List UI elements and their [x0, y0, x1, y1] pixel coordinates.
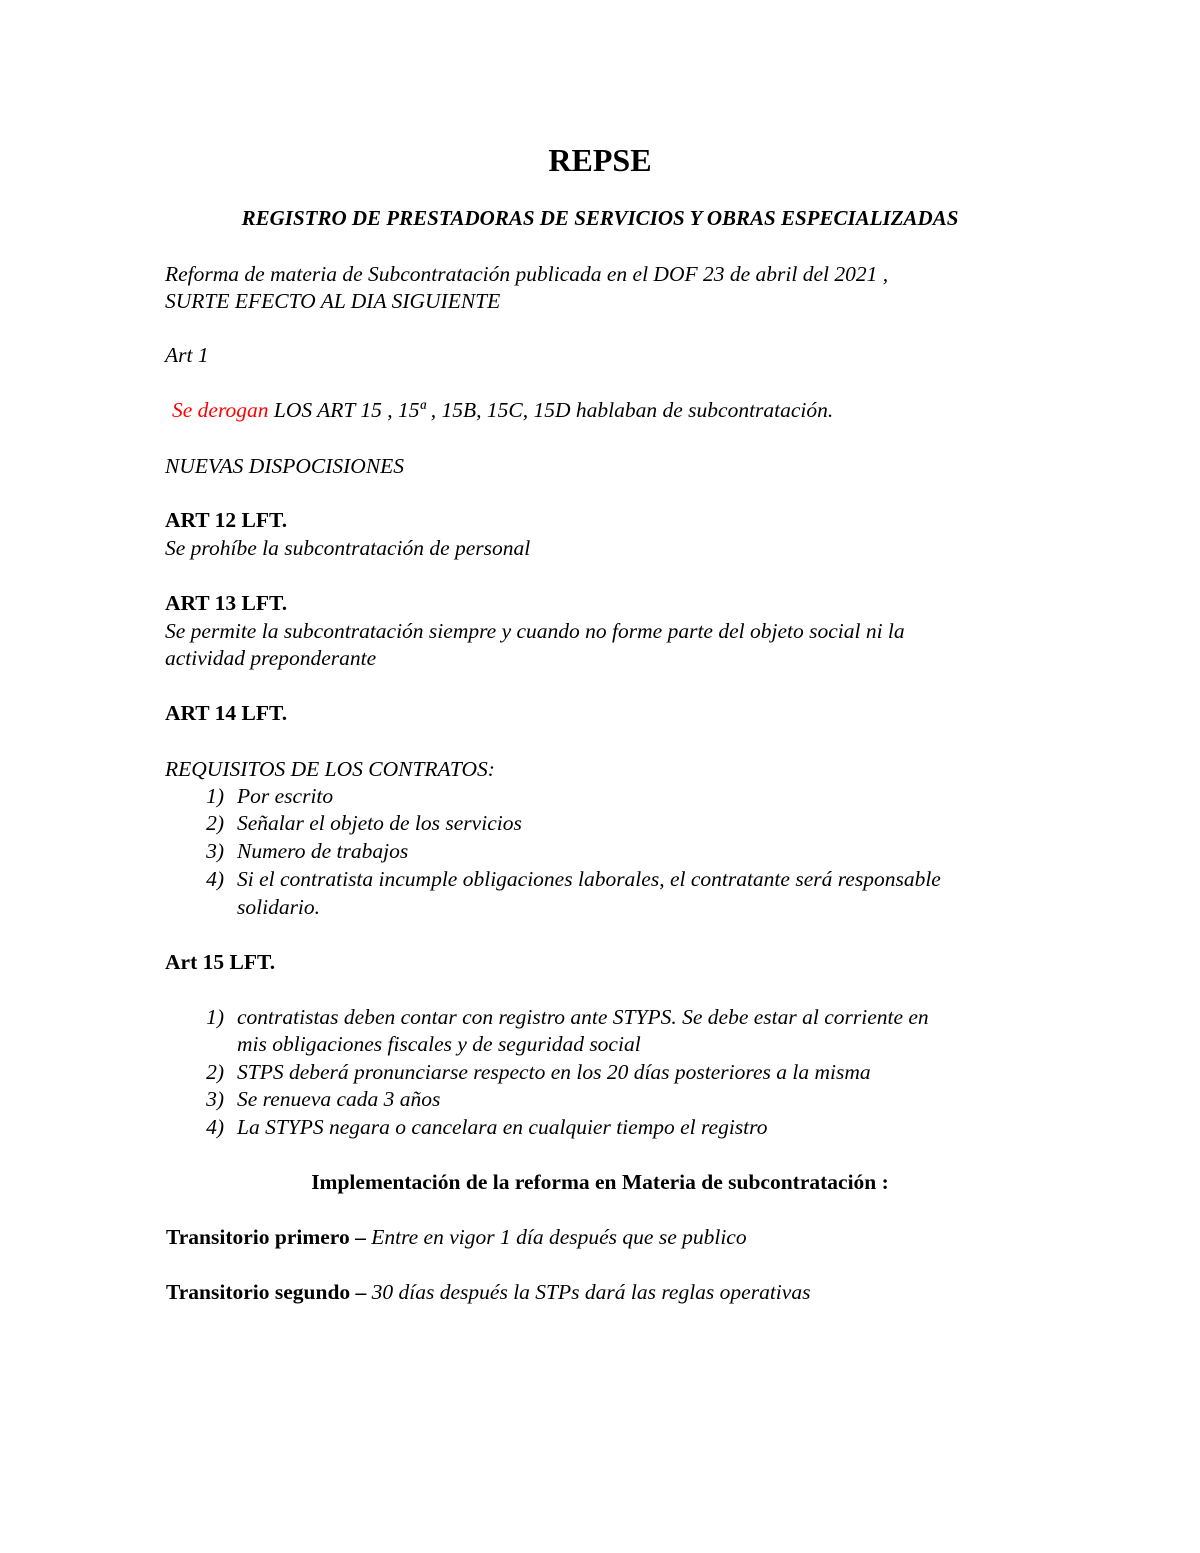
art13-heading: ART 13 LFT.: [165, 591, 288, 615]
nuevas-disposiciones: NUEVAS DISPOCISIONES: [165, 454, 405, 478]
derogan-rest-text: LOS ART 15 , 15ª , 15B, 15C, 15D hablaban de subcontratación.: [268, 398, 834, 422]
transitorio-text: 30 días después la STPs dará las reglas operativas: [371, 1280, 811, 1304]
intro-line-2: SURTE EFECTO AL DIA SIGUIENTE: [165, 289, 501, 313]
requisitos-heading: REQUISITOS DE LOS CONTRATOS:: [165, 757, 495, 781]
intro-line-1: Reforma de materia de Subcontratación publicada en el DOF 23 de abril del 2021 ,: [165, 262, 889, 286]
list-item-number: 4): [206, 1115, 224, 1139]
list-item-number: 1): [206, 1005, 224, 1029]
art12-heading: ART 12 LFT.: [165, 508, 288, 532]
list-item: Por escrito: [237, 784, 334, 808]
art15-heading: Art 15 LFT.: [165, 950, 276, 974]
art14-heading: ART 14 LFT.: [165, 701, 288, 725]
list-item: contratistas deben contar con registro ante STYPS. Se debe estar al corriente en: [237, 1005, 929, 1029]
list-item-number: 3): [206, 1087, 224, 1111]
list-item-number: 2): [206, 1060, 224, 1084]
art13-line-2: actividad preponderante: [165, 646, 377, 670]
list-item-number: 3): [206, 839, 224, 863]
list-item-number: 1): [206, 784, 224, 808]
transitorio-label: Transitorio primero –: [166, 1225, 372, 1249]
list-item-number: 4): [206, 867, 224, 891]
list-item: STPS deberá pronunciarse respecto en los 20 días posteriores a la misma: [237, 1060, 871, 1084]
list-item: Señalar el objeto de los servicios: [237, 811, 522, 835]
transitorio-primero: [166, 1225, 747, 1250]
transitorio-text: Entre en vigor 1 día después que se publico: [371, 1225, 747, 1249]
art13-line-1: Se permite la subcontratación siempre y cuando no forme parte del objeto social ni la: [165, 619, 905, 643]
transitorio-segundo: [166, 1280, 810, 1305]
derogan-red-text: Se derogan: [172, 398, 269, 422]
list-item-continuation: solidario.: [237, 895, 321, 919]
list-item: La STYPS negara o cancelara en cualquier tiempo el registro: [237, 1115, 768, 1139]
list-item: Se renueva cada 3 años: [237, 1087, 441, 1111]
art1-derogation: [172, 398, 833, 423]
document-title: REPSE: [548, 142, 652, 178]
list-item: Si el contratista incumple obligaciones laborales, el contratante será responsable: [237, 867, 941, 891]
list-item-continuation: mis obligaciones fiscales y de seguridad social: [237, 1032, 641, 1056]
list-item-number: 2): [206, 811, 224, 835]
transitorio-label: Transitorio segundo –: [166, 1280, 372, 1304]
implementacion-heading: Implementación de la reforma en Materia de subcontratación :: [311, 1170, 889, 1194]
art1-heading: Art 1: [165, 343, 209, 367]
list-item: Numero de trabajos: [237, 839, 409, 863]
document-subtitle: REGISTRO DE PRESTADORAS DE SERVICIOS Y OBRAS ESPECIALIZADAS: [241, 206, 959, 230]
art12-text: Se prohíbe la subcontratación de personal: [165, 536, 531, 560]
